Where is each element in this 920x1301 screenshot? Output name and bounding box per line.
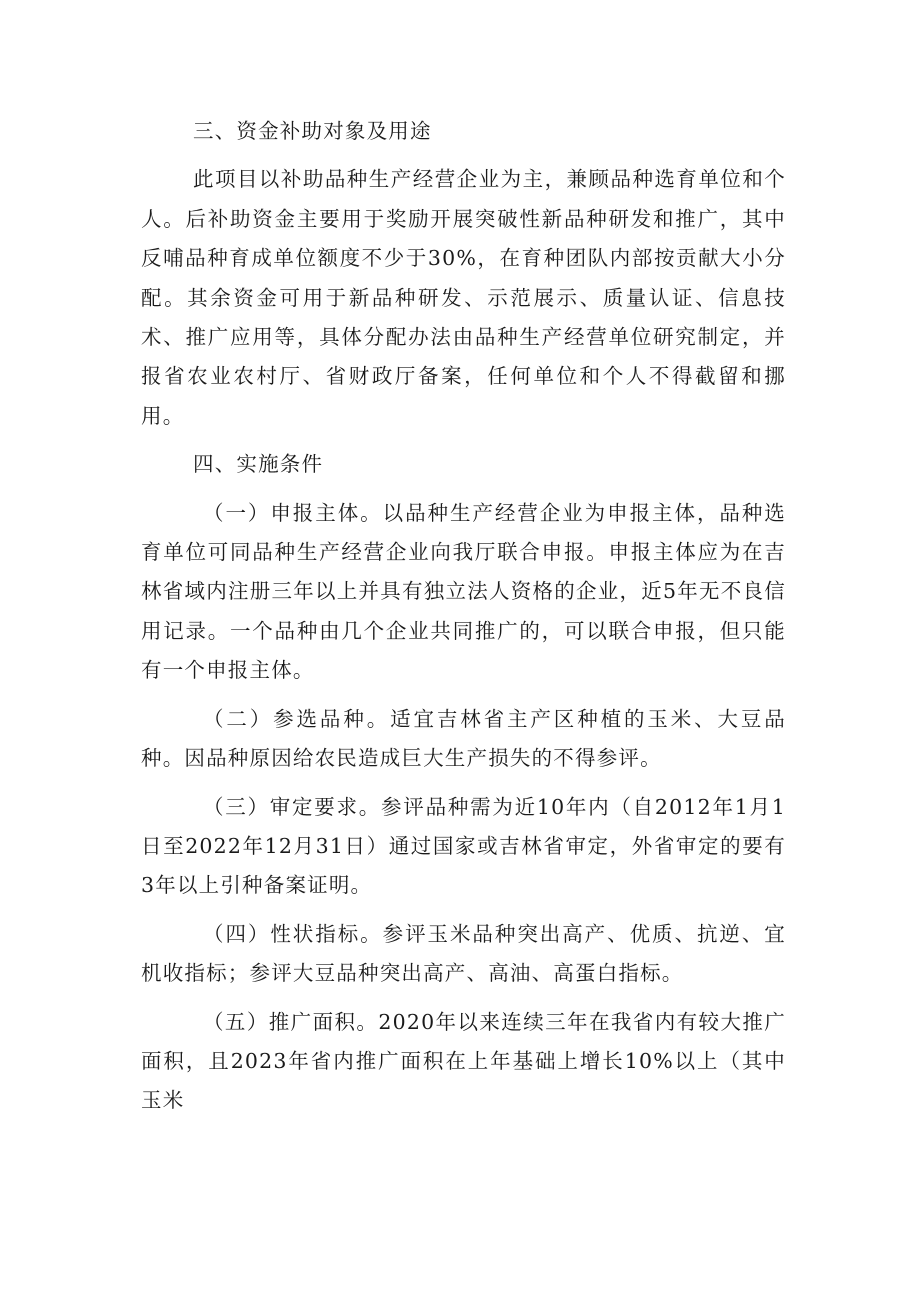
section-heading-funding: 三、资金补助对象及用途 (193, 119, 432, 143)
condition-item-approval: （三）审定要求。参评品种需为近10年内（自2012年1月1日至2022年12月31日）通过国家或吉林省审定，外省审定的要有3年以上引种备案证明。 (141, 794, 786, 898)
section-heading-conditions: 四、实施条件 (193, 452, 324, 477)
condition-item-varieties: （二）参选品种。适宜吉林省主产区种植的玉米、大豆品种。因品种原因给农民造成巨大生产损失的不得参评。 (141, 706, 786, 771)
condition-item-area: （五）推广面积。2020年以来连续三年在我省内有较大推广面积，且2023年省内推广面积在上年基础上增长10%以上（其中玉米 (141, 1009, 786, 1113)
document-body (141, 112, 786, 1130)
condition-item-traits: （四）性状指标。参评玉米品种突出高产、优质、抗逆、宜机收指标；参评大豆品种突出高产、高油、高蛋白指标。 (141, 921, 786, 986)
condition-item-applicant: （一）申报主体。以品种生产经营企业为申报主体，品种选育单位可同品种生产经营企业向我厅联合申报。申报主体应为在吉林省域内注册三年以上并具有独立法人资格的企业，近5年无不良信用记录。一个品种由几个企业共同推广的，可以联合申报，但只能有一个申报主体。 (141, 500, 786, 683)
paragraph-funding-usage: 此项目以补助品种生产经营企业为主，兼顾品种选育单位和个人。后补助资金主要用于奖励开展突破性新品种研发和推广，其中反哺品种育成单位额度不少于30%，在育种团队内部按贡献大小分配。其余资金可用于新品种研发、示范展示、质量认证、信息技术、推广应用等，具体分配办法由品种生产经营单位研究制定，并报省农业农村厅、省财政厅备案，任何单位和个人不得截留和挪用。 (141, 167, 786, 428)
